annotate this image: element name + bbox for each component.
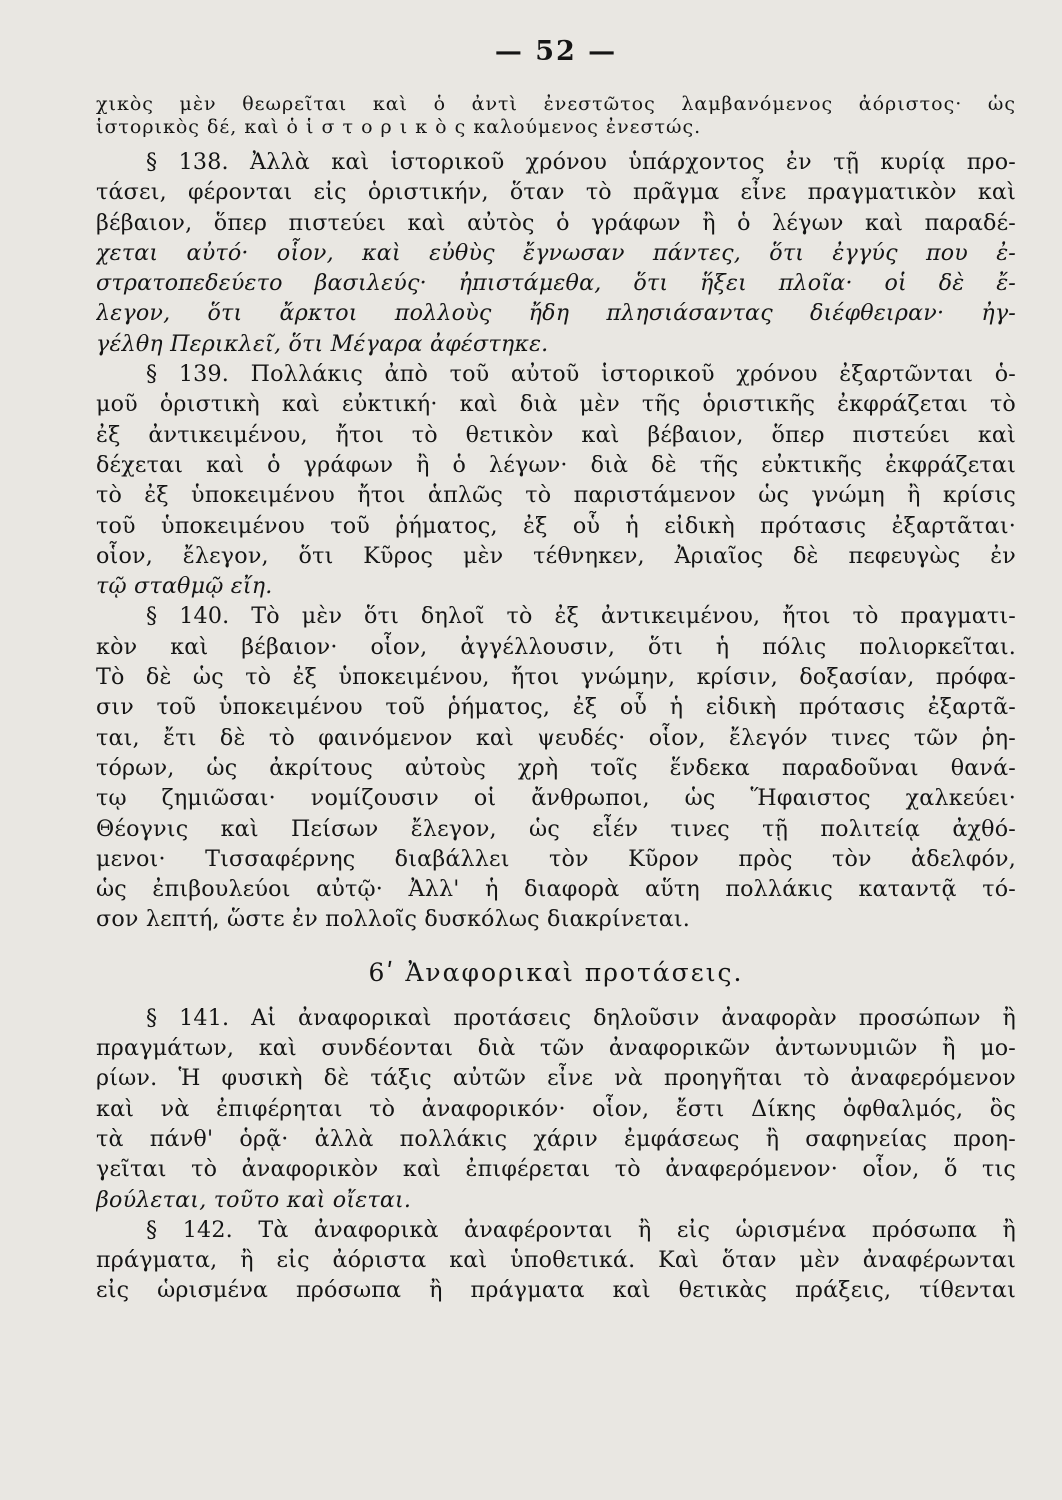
text-line: § 139. Πολλάκις ἀπὸ τοῦ αὐτοῦ ἱστορικοῦ χρόνου ἐξαρτῶνται ὁ- — [146, 361, 1016, 388]
text-line: σον λεπτή, ὥστε ἐν πολλοῖς δυσκόλως διακρίνεται. — [96, 906, 691, 933]
text-line: τὰ πάνθ' ὁρᾷ· ἀλλὰ πολλάκις χάριν ἐμφάσεως ἢ σαφηνείας προη- — [96, 1125, 1016, 1152]
text-line: ὡς ἐπιβουλεύοι αὐτῷ· Ἀλλ' ἡ διαφορὰ αὕτη πολλάκις καταντᾷ τό- — [96, 876, 1016, 903]
text-line: τόρων, ὡς ἀκρίτους αὐτοὺς χρὴ τοῖς ἕνδεκα παραδοῦναι θανά- — [96, 754, 1016, 781]
text-line: βέβαιον, ὅπερ πιστεύει καὶ αὐτὸς ὁ γράφων ἢ ὁ λέγων καὶ παραδέ- — [96, 209, 1016, 236]
text-line: Τὸ δὲ ὡς τὸ ἐξ ὑποκειμένου, ἤτοι γνώμην, κρίσιν, δοξασίαν, πρόφα- — [96, 664, 1016, 691]
paragraph-138 — [96, 147, 1016, 359]
text-line: ἱστορικὸς δέ, καὶ ὁ ἱ σ τ ο ρ ι κ ὸ ς καλούμενος ἐνεστώς. — [96, 116, 702, 138]
text-line: ται, ἔτι δὲ τὸ φαινόμενον καὶ ψευδές· οἷον, ἔλεγόν τινες τῶν ῥη- — [96, 724, 1016, 751]
text-line: § 142. Τὰ ἀναφορικὰ ἀναφέρονται ἢ εἰς ὡρισμένα πρόσωπα ἢ — [146, 1216, 1016, 1243]
paragraph-139 — [96, 359, 1016, 601]
text-line: χικὸς μὲν θεωρεῖται καὶ ὁ ἀντὶ ἐνεστῶτος λαμβανόμενος ἀόριστος· ὡς — [96, 93, 1016, 115]
text-line: γέλθη Περικλεῖ, ὅτι Μέγαρα ἀφέστηκε. — [96, 330, 549, 357]
text-line: δέχεται καὶ ὁ γράφων ἢ ὁ λέγων· διὰ δὲ τῆς εὐκτικῆς ἐκφράζεται — [96, 451, 1016, 478]
text-line: § 140. Τὸ μὲν ὅτι δηλοῖ τὸ ἐξ ἀντικειμένου, ἤτοι τὸ πραγματι- — [146, 603, 1016, 630]
text-line: σιν τοῦ ὑποκειμένου τοῦ ῥήματος, ἐξ οὗ ἡ εἰδικὴ πρότασις ἐξαρτᾶ- — [96, 694, 1016, 721]
text-line: λεγον, ὅτι ἄρκτοι πολλοὺς ἤδη πλησιάσαντας διέφθειραν· ἠγ- — [96, 300, 1016, 327]
text-line: γεῖται τὸ ἀναφορικὸν καὶ ἐπιφέρεται τὸ ἀναφερόμενον· οἷον, ὅ τις — [96, 1156, 1016, 1183]
text-line: καὶ νὰ ἐπιφέρηται τὸ ἀναφορικόν· οἷον, ἔστι Δίκης ὀφθαλμός, ὃς — [96, 1095, 1016, 1122]
section-heading: 6ʹ Ἀναφορικαὶ προτάσεις. — [368, 957, 744, 987]
text-line: μοῦ ὁριστικὴ καὶ εὐκτική· καὶ διὰ μὲν τῆς ὁριστικῆς ἐκφράζεται τὸ — [96, 391, 1016, 418]
text-line: πράγματα, ἢ εἰς ἀόριστα καὶ ὑποθετικά. Καὶ ὅταν μὲν ἀναφέρωνται — [96, 1247, 1016, 1274]
text-line: εἰς ὡρισμένα πρόσωπα ἢ πράγματα καὶ θετικὰς πράξεις, τίθενται — [96, 1277, 1016, 1304]
text-line: τὸ ἐξ ὑποκειμένου ἤτοι ἁπλῶς τὸ παριστάμενον ὡς γνώμη ἢ κρίσις — [96, 482, 1016, 509]
text-line: χεται αὐτό· οἷον, καὶ εὐθὺς ἔγνωσαν πάντες, ὅτι ἐγγύς που ἐ- — [96, 239, 1016, 266]
text-line: τάσει, φέρονται εἰς ὁριστικήν, ὅταν τὸ πρᾶγμα εἶνε πραγματικὸν καὶ — [96, 179, 1016, 206]
text-line: τῳ ζημιῶσαι· νομίζουσιν οἱ ἄνθρωποι, ὡς Ἥφαιστος χαλκεύει· — [96, 785, 1016, 812]
text-line: οἷον, ἔλεγον, ὅτι Κῦρος μὲν τέθνηκεν, Ἀριαῖος δὲ πεφευγὼς ἐν — [96, 542, 1016, 569]
text-line: τῷ σταθμῷ εἴη. — [96, 573, 273, 600]
text-line: κὸν καὶ βέβαιον· οἷον, ἀγγέλλουσιν, ὅτι ἡ πόλις πολιορκεῖται. — [96, 633, 1016, 660]
text-line: μενοι· Τισσαφέρνης διαβάλλει τὸν Κῦρον πρὸς τὸν ἀδελφόν, — [96, 845, 1016, 872]
text-line: ἐξ ἀντικειμένου, ἤτοι τὸ θετικὸν καὶ βέβαιον, ὅπερ πιστεύει καὶ — [96, 421, 1016, 448]
text-line: § 141. Αἱ ἀναφορικαὶ προτάσεις δηλοῦσιν ἀναφορὰν προσώπων ἢ — [146, 1004, 1016, 1031]
paragraph-142 — [96, 1215, 1016, 1306]
text-line: πραγμάτων, καὶ συνδέονται διὰ τῶν ἀναφορικῶν ἀντωνυμιῶν ἢ μο- — [96, 1035, 1016, 1062]
paragraph-141 — [96, 1003, 1016, 1215]
page-number: — 52 — — [494, 36, 618, 67]
text-line: στρατοπεδεύετο βασιλεύς· ἠπιστάμεθα, ὅτι ἥξει πλοῖα· οἱ δὲ ἔ- — [96, 270, 1016, 297]
text-line: ρίων. Ἡ φυσικὴ δὲ τάξις αὐτῶν εἶνε νὰ προηγῆται τὸ ἀναφερόμενον — [96, 1065, 1016, 1092]
text-line: βούλεται, τοῦτο καὶ οἴεται. — [96, 1186, 412, 1213]
paragraph-140 — [96, 601, 1016, 934]
text-line: τοῦ ὑποκειμένου τοῦ ῥήματος, ἐξ οὗ ἡ εἰδικὴ πρότασις ἐξαρτᾶται· — [96, 512, 1016, 539]
text-line: Θέογνις καὶ Πείσων ἔλεγον, ὡς εἶέν τινες τῇ πολιτείᾳ ἀχθό- — [96, 815, 1016, 842]
text-line: § 138. Ἀλλὰ καὶ ἱστορικοῦ χρόνου ὑπάρχοντος ἐν τῇ κυρίᾳ προ- — [146, 149, 1016, 175]
continued-paragraph — [96, 93, 1016, 139]
